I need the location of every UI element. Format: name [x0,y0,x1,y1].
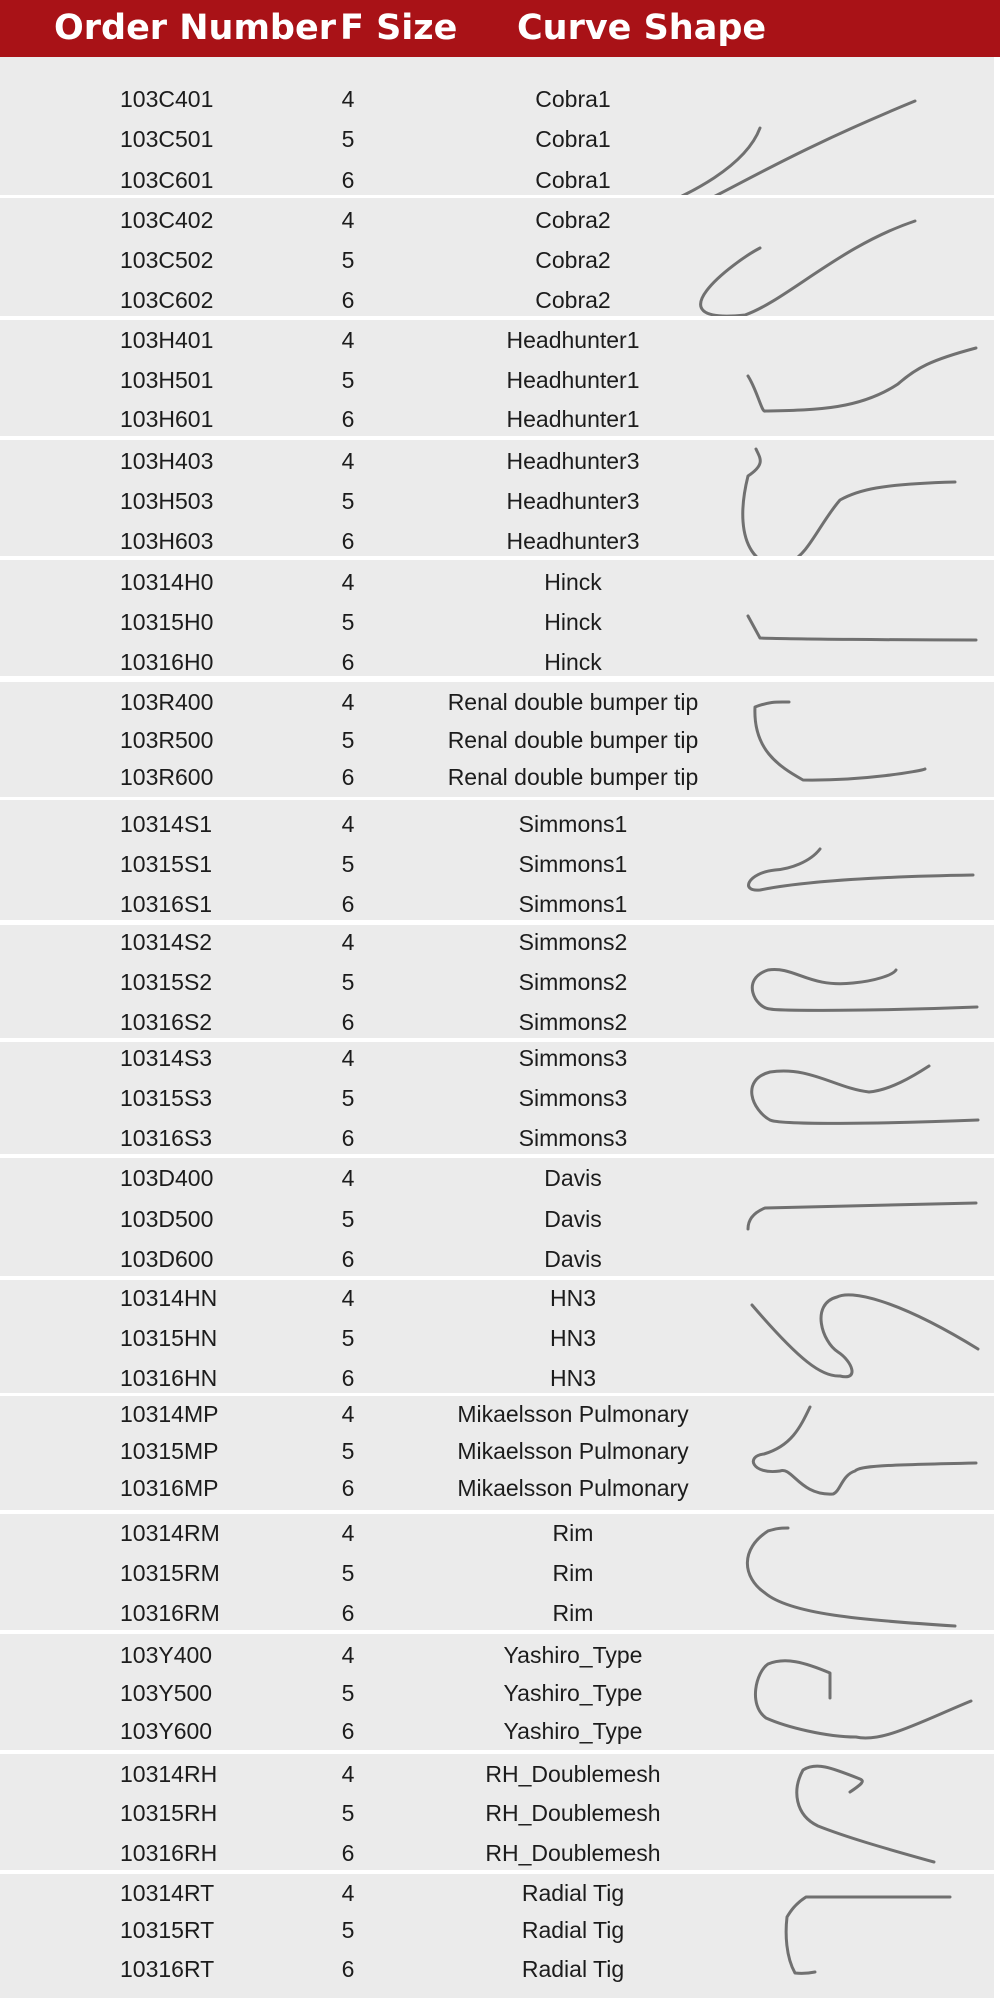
curve-shape-drawing [0,800,994,920]
order-number-cell: 10314H0 [120,569,214,595]
order-number-cell: 10314HN [120,1285,218,1311]
order-number-cell: 103H401 [120,327,214,353]
curve-shape-cell: Radial Tig [521,1917,625,1943]
curve-shape-cell: Mikaelsson Pulmonary [457,1438,689,1464]
f-size-cell: 6 [341,649,355,675]
f-size-cell: 6 [341,1475,355,1501]
f-size-cell: 6 [341,1246,355,1272]
curve-shape-cell: Cobra1 [535,167,611,193]
f-size-cell: 4 [341,1520,355,1546]
curve-shape-cell: Hinck [544,649,602,675]
order-number-cell: 10314S1 [120,811,213,837]
curve-shape-cell: Simmons3 [518,1125,628,1151]
order-number-cell: 10315S3 [120,1085,213,1111]
order-number-cell: 103C502 [120,247,214,273]
curve-shape-cell: Renal double bumper tip [447,727,699,753]
catheter-curve-line [748,1203,976,1229]
f-size-cell: 5 [341,969,355,995]
order-number-cell: 103R500 [120,727,214,753]
order-number-cell: 10316RM [120,1600,220,1626]
order-number-cell: 10316HN [120,1365,218,1391]
curve-shape-cell: Headhunter1 [506,367,640,393]
curve-shape-cell: Headhunter1 [506,406,640,432]
curve-shape-drawing [0,440,994,556]
curve-shape-cell: Radial Tig [521,1956,625,1982]
curve-shape-cell: Radial Tig [521,1880,625,1906]
order-number-cell: 10314RM [120,1520,220,1546]
f-size-cell: 5 [341,1917,355,1943]
f-size-cell: 5 [341,1438,355,1464]
order-number-cell: 10314S2 [120,929,213,955]
catheter-curve-line [753,1407,976,1494]
order-number-cell: 10315H0 [120,609,214,635]
f-size-cell: 4 [341,1045,355,1071]
order-number-cell: 10316S1 [120,891,213,917]
f-size-cell: 4 [341,811,355,837]
curve-shape-cell: Cobra2 [535,207,611,233]
curve-shape-cell: Renal double bumper tip [447,689,699,715]
curve-shape-drawing [0,198,994,316]
order-number-cell: 103R600 [120,764,214,790]
f-size-cell: 5 [341,609,355,635]
order-number-cell: 103H501 [120,367,214,393]
f-size-cell: 4 [341,86,355,112]
f-size-cell: 4 [341,327,355,353]
curve-shape-cell: Davis [544,1246,602,1272]
curve-shape-drawing [0,1158,994,1276]
curve-shape-cell: Mikaelsson Pulmonary [457,1475,689,1501]
order-number-cell: 10315RH [120,1800,218,1826]
curve-shape-cell: Cobra1 [535,86,611,112]
curve-shape-cell: RH_Doublemesh [485,1800,661,1826]
curve-shape-drawing [0,1396,994,1510]
curve-shape-cell: Cobra2 [535,247,611,273]
curve-shape-cell: HN3 [549,1325,596,1351]
order-number-cell: 103H601 [120,406,214,432]
f-size-cell: 4 [341,1880,355,1906]
order-number-cell: 103H603 [120,528,214,554]
f-size-cell: 6 [341,406,355,432]
curve-shape-drawing [0,560,994,676]
curve-shape-drawing [0,682,994,797]
curve-shape-cell: RH_Doublemesh [485,1840,661,1866]
catheter-curve-line [752,970,977,1011]
f-size-cell: 6 [341,1718,355,1744]
curve-shape-cell: RH_Doublemesh [485,1761,661,1787]
order-number-cell: 10316H0 [120,649,214,675]
f-size-cell: 4 [341,1761,355,1787]
order-number-cell: 10314RH [120,1761,218,1787]
header-order-number: Order Number [54,8,336,48]
order-number-cell: 10315MP [120,1438,219,1464]
f-size-cell: 5 [341,488,355,514]
f-size-cell: 5 [341,126,355,152]
f-size-cell: 4 [341,1285,355,1311]
curve-shape-cell: Cobra1 [535,126,611,152]
catheter-curve-line [749,849,973,890]
order-number-cell: 103H403 [120,448,214,474]
curve-shape-cell: Davis [544,1165,602,1191]
f-size-cell: 5 [341,1085,355,1111]
order-number-cell: 10316RT [120,1956,215,1982]
catheter-curve-line [743,449,955,556]
f-size-cell: 6 [341,1600,355,1626]
f-size-cell: 6 [341,764,355,790]
order-number-cell: 103H503 [120,488,214,514]
header-f-size: F Size [340,8,458,48]
f-size-cell: 6 [341,1125,355,1151]
curve-shape-drawing [0,1280,994,1393]
curve-shape-cell: Yashiro_Type [503,1680,643,1706]
catheter-curve-line [755,702,925,780]
order-number-cell: 103C402 [120,207,214,233]
order-number-cell: 103Y400 [120,1642,213,1668]
curve-shape-cell: Rim [552,1600,594,1626]
order-number-cell: 103R400 [120,689,214,715]
header-curve-shape: Curve Shape [517,8,767,48]
f-size-cell: 4 [341,1642,355,1668]
order-number-cell: 10315S2 [120,969,213,995]
f-size-cell: 5 [341,1560,355,1586]
order-number-cell: 10316RH [120,1840,218,1866]
order-number-cell: 103Y600 [120,1718,213,1744]
curve-shape-drawing [0,320,994,436]
f-size-cell: 5 [341,851,355,877]
order-number-cell: 103C601 [120,167,214,193]
curve-shape-cell: Headhunter1 [506,327,640,353]
curve-shape-drawing [0,1874,994,1998]
f-size-cell: 5 [341,727,355,753]
f-size-cell: 4 [341,207,355,233]
catheter-curve-line [701,221,915,316]
curve-shape-cell: Simmons2 [518,969,628,995]
f-size-cell: 5 [341,1325,355,1351]
catheter-curve-line [637,101,915,195]
curve-shape-cell: Simmons3 [518,1085,628,1111]
curve-shape-cell: Simmons3 [518,1045,628,1071]
f-size-cell: 4 [341,448,355,474]
curve-shape-cell: Headhunter3 [506,448,640,474]
f-size-cell: 6 [341,1840,355,1866]
table-header [0,0,1000,57]
f-size-cell: 4 [341,569,355,595]
f-size-cell: 6 [341,891,355,917]
order-number-cell: 10315RM [120,1560,220,1586]
curve-shape-cell: Renal double bumper tip [447,764,699,790]
order-number-cell: 103D600 [120,1246,214,1272]
catheter-curve-line [748,348,976,411]
f-size-cell: 5 [341,247,355,273]
catheter-curve-line [786,1897,950,1973]
curve-shape-cell: Hinck [544,569,602,595]
curve-shape-cell: Davis [544,1206,602,1232]
f-size-cell: 6 [341,287,355,313]
catheter-curve-line [752,1066,978,1123]
curve-shape-cell: Simmons1 [518,811,628,837]
f-size-cell: 6 [341,1009,355,1035]
curve-shape-drawing [0,1634,994,1750]
order-number-cell: 103D500 [120,1206,214,1232]
f-size-cell: 5 [341,1680,355,1706]
order-number-cell: 10316MP [120,1475,219,1501]
order-number-cell: 103C602 [120,287,214,313]
f-size-cell: 6 [341,528,355,554]
catheter-curve-line [797,1766,934,1862]
curve-shape-cell: HN3 [549,1365,596,1391]
curve-shape-cell: Headhunter3 [506,488,640,514]
curve-shape-cell: Rim [552,1560,594,1586]
f-size-cell: 5 [341,1206,355,1232]
curve-shape-cell: Simmons1 [518,851,628,877]
catheter-table [0,57,1000,1998]
order-number-cell: 10314MP [120,1401,219,1427]
f-size-cell: 6 [341,1365,355,1391]
order-number-cell: 10315RT [120,1917,215,1943]
curve-shape-drawing [0,1754,994,1870]
f-size-cell: 4 [341,929,355,955]
order-number-cell: 103C501 [120,126,214,152]
order-number-cell: 10315S1 [120,851,213,877]
f-size-cell: 5 [341,367,355,393]
curve-shape-cell: Yashiro_Type [503,1718,643,1744]
f-size-cell: 6 [341,167,355,193]
order-number-cell: 10314S3 [120,1045,213,1071]
catheter-curve-line [747,1528,955,1626]
f-size-cell: 4 [341,1401,355,1427]
curve-shape-drawing [0,1042,994,1154]
f-size-cell: 6 [341,1956,355,1982]
order-number-cell: 10314RT [120,1880,215,1906]
f-size-cell: 4 [341,1165,355,1191]
curve-shape-drawing [0,1514,994,1630]
curve-shape-cell: Hinck [544,609,602,635]
f-size-cell: 5 [341,1800,355,1826]
curve-shape-drawing [0,57,994,195]
order-number-cell: 103D400 [120,1165,214,1191]
order-number-cell: 10316S2 [120,1009,213,1035]
curve-shape-cell: Headhunter3 [506,528,640,554]
curve-shape-drawing [0,925,994,1038]
catheter-curve-line [755,1661,971,1738]
curve-shape-cell: Yashiro_Type [503,1642,643,1668]
curve-shape-cell: Rim [552,1520,594,1546]
curve-shape-cell: Mikaelsson Pulmonary [457,1401,689,1427]
curve-shape-cell: Simmons2 [518,929,628,955]
curve-shape-cell: Simmons2 [518,1009,628,1035]
curve-shape-cell: Simmons1 [518,891,628,917]
catheter-curve-line [752,1295,978,1377]
f-size-cell: 4 [341,689,355,715]
order-number-cell: 103C401 [120,86,214,112]
curve-shape-cell: HN3 [549,1285,596,1311]
catheter-curve-line [748,616,976,640]
order-number-cell: 10316S3 [120,1125,213,1151]
order-number-cell: 10315HN [120,1325,218,1351]
curve-shape-cell: Cobra2 [535,287,611,313]
order-number-cell: 103Y500 [120,1680,213,1706]
